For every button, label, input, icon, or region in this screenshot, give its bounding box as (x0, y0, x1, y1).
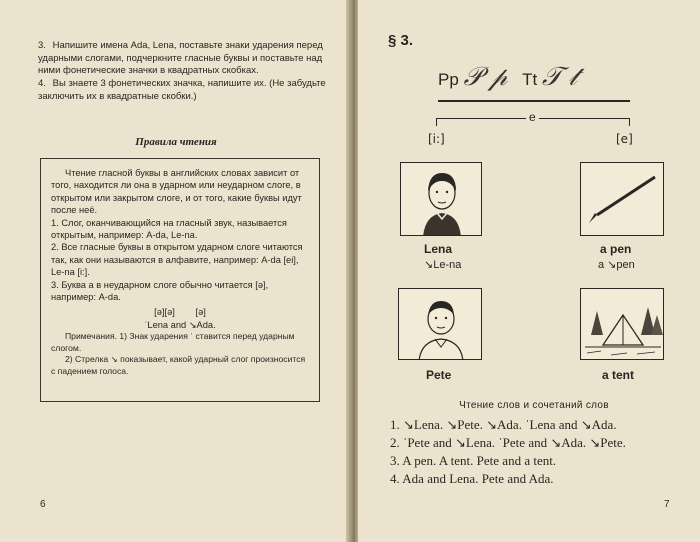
letters-script-p: 𝒫 𝓅 (463, 62, 508, 91)
rule-3: 3. Буква a в неударном слоге обычно читается [ə], например: A-da. (51, 279, 269, 303)
rule-1: 1. Слог, оканчивающийся на гласный звук, называется открытым, например: A-da, Le-na. (51, 217, 287, 241)
e-label: e (526, 110, 539, 124)
example-phrase: ˈLena and ↘Ada. (144, 319, 216, 330)
task-3-text: Напишите имена Ada, Lena, поставьте знаки ударения перед ударными слогами, подчеркните гласные буквы и поставьте над ними фонетические значки в квадратных скобках. (38, 40, 323, 76)
task-3 (38, 40, 328, 78)
word-a-pen-syllables: a ↘pen (598, 259, 635, 271)
girl-portrait-image (400, 162, 482, 236)
letters-row (438, 62, 577, 93)
reading-line-2: 2. ˈPete and ↘Lena. ˈPete and ↘Ada. ↘Pete. (390, 435, 626, 450)
word-lena-syllables: ↘Le-na (424, 259, 462, 271)
reading-list (390, 416, 626, 488)
writing-line (438, 100, 630, 102)
section-heading: § 3. (388, 32, 414, 49)
reading-title: Чтение слов и сочетаний слов (459, 400, 609, 411)
letters-print-t: Tt (522, 70, 538, 89)
example-transcription: [ə][ə] [ə] (154, 307, 206, 318)
reading-line-3: 3. A pen. A tent. Pete and a tent. (390, 453, 557, 468)
rules-box (40, 158, 320, 402)
phonetic-i-long: [i:] (428, 132, 445, 146)
letters-script-t: 𝒯 𝓉 (541, 62, 578, 91)
reading-line-1: 1. ↘Lena. ↘Pete. ↘Ada. ˈLena and ↘Ada. (390, 417, 617, 432)
task-4 (38, 78, 328, 103)
task-4-text: Вы знаете 3 фонетических значка, напишите их. (Не забудьте заключить их в квадратные скобки.) (38, 78, 326, 102)
word-pete: Pete (426, 368, 452, 382)
rule-2: 2. Все гласные буквы в открытом ударном слоге читаются так, как они называются в алфавите, например: A-da [ei], Le-na [i:]. (51, 242, 303, 278)
e-bracket-right-tick (629, 118, 630, 126)
e-bracket-left-tick (436, 118, 437, 126)
phonetic-e: [e] (616, 132, 633, 146)
pen-image (580, 162, 664, 236)
boy-portrait-image (398, 288, 482, 360)
task-4-number: 4. (38, 78, 46, 89)
word-a-tent: a tent (602, 368, 635, 382)
note-1: Примечания. 1) Знак ударения ˈ ставится перед ударным слогом. (51, 331, 295, 353)
word-lena: Lena (424, 242, 453, 256)
page-number-right: 7 (664, 499, 670, 510)
note-2: 2) Стрелка ↘ показывает, какой ударный слог произносится с падением голоса. (51, 354, 306, 376)
rules-title: Правила чтения (135, 136, 217, 148)
page-number-left: 6 (40, 499, 46, 510)
task-3-number: 3. (38, 40, 46, 51)
rules-intro: Чтение гласной буквы в английских словах зависит от того, находится ли она в ударном или неударном слоге, в открытом или закрытом слоге, и от того, какие буквы идут после неё. (51, 168, 302, 216)
tent-image (580, 288, 664, 360)
word-a-pen: a pen (600, 242, 632, 256)
letters-print-p: Pp (438, 70, 459, 89)
reading-line-4: 4. Ada and Lena. Pete and Ada. (390, 471, 554, 486)
